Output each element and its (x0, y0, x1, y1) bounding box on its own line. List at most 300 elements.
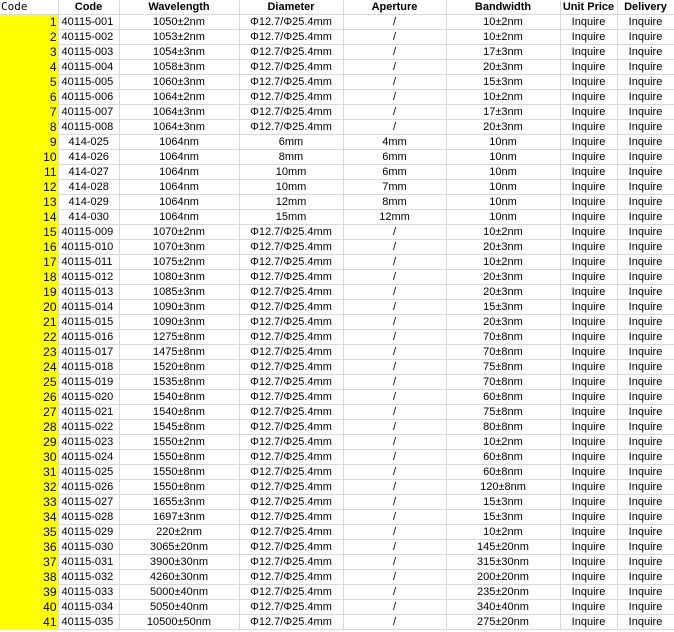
diameter-cell: 10mm (239, 165, 343, 180)
aperture-cell: / (343, 75, 446, 90)
delivery-cell: Inquire (617, 240, 674, 255)
aperture-cell: / (343, 570, 446, 585)
bandwidth-cell: 15±3nm (446, 75, 560, 90)
row-index: 31 (0, 465, 58, 480)
aperture-cell: / (343, 540, 446, 555)
table-row (0, 615, 674, 630)
aperture-cell: / (343, 90, 446, 105)
row-index: 8 (0, 120, 58, 135)
product-code: 40115-006 (58, 90, 119, 105)
aperture-cell: / (343, 600, 446, 615)
diameter-cell: Φ12.7/Φ25.4mm (239, 555, 343, 570)
diameter-cell: Φ12.7/Φ25.4mm (239, 450, 343, 465)
delivery-cell: Inquire (617, 30, 674, 45)
row-index: 23 (0, 345, 58, 360)
product-code: 40115-031 (58, 555, 119, 570)
wavelength-cell: 1545±8nm (119, 420, 239, 435)
unit-price-cell: Inquire (560, 60, 617, 75)
row-index: 11 (0, 165, 58, 180)
row-index: 9 (0, 135, 58, 150)
unit-price-cell: Inquire (560, 180, 617, 195)
product-code: 40115-013 (58, 285, 119, 300)
aperture-cell: / (343, 525, 446, 540)
delivery-cell: Inquire (617, 420, 674, 435)
diameter-cell: Φ12.7/Φ25.4mm (239, 315, 343, 330)
delivery-cell: Inquire (617, 375, 674, 390)
wavelength-cell: 1550±8nm (119, 480, 239, 495)
row-index: 19 (0, 285, 58, 300)
delivery-cell: Inquire (617, 255, 674, 270)
diameter-cell: Φ12.7/Φ25.4mm (239, 270, 343, 285)
bandwidth-cell: 10nm (446, 180, 560, 195)
product-code: 40115-015 (58, 315, 119, 330)
row-index: 14 (0, 210, 58, 225)
wavelength-cell: 1064±2nm (119, 90, 239, 105)
table-row (0, 585, 674, 600)
unit-price-cell: Inquire (560, 30, 617, 45)
unit-price-cell: Inquire (560, 405, 617, 420)
bandwidth-cell: 235±20nm (446, 585, 560, 600)
delivery-cell: Inquire (617, 300, 674, 315)
aperture-cell: / (343, 360, 446, 375)
table-row (0, 495, 674, 510)
table-row (0, 345, 674, 360)
table-row (0, 435, 674, 450)
delivery-cell: Inquire (617, 75, 674, 90)
wavelength-cell: 5050±40nm (119, 600, 239, 615)
unit-price-cell: Inquire (560, 600, 617, 615)
product-code: 40115-007 (58, 105, 119, 120)
header-code: Code (58, 0, 119, 15)
aperture-cell: / (343, 465, 446, 480)
table-row (0, 600, 674, 615)
header-diameter: Diameter (239, 0, 343, 15)
delivery-cell: Inquire (617, 105, 674, 120)
aperture-cell: / (343, 330, 446, 345)
bandwidth-cell: 17±3nm (446, 45, 560, 60)
product-code: 40115-032 (58, 570, 119, 585)
aperture-cell: / (343, 225, 446, 240)
aperture-cell: / (343, 105, 446, 120)
bandwidth-cell: 10nm (446, 150, 560, 165)
diameter-cell: Φ12.7/Φ25.4mm (239, 255, 343, 270)
row-index: 36 (0, 540, 58, 555)
wavelength-cell: 1550±2nm (119, 435, 239, 450)
table-row (0, 285, 674, 300)
aperture-cell: / (343, 585, 446, 600)
aperture-cell: / (343, 480, 446, 495)
wavelength-cell: 1060±3nm (119, 75, 239, 90)
delivery-cell: Inquire (617, 465, 674, 480)
row-index: 32 (0, 480, 58, 495)
delivery-cell: Inquire (617, 195, 674, 210)
wavelength-cell: 4260±30nm (119, 570, 239, 585)
bandwidth-cell: 15±3nm (446, 300, 560, 315)
product-code: 414-029 (58, 195, 119, 210)
table-row (0, 165, 674, 180)
wavelength-cell: 1064±3nm (119, 105, 239, 120)
aperture-cell: / (343, 615, 446, 630)
table-row (0, 480, 674, 495)
table-row (0, 510, 674, 525)
table-row (0, 570, 674, 585)
row-index: 34 (0, 510, 58, 525)
unit-price-cell: Inquire (560, 390, 617, 405)
product-code: 414-028 (58, 180, 119, 195)
diameter-cell: Φ12.7/Φ25.4mm (239, 225, 343, 240)
table-row (0, 255, 674, 270)
delivery-cell: Inquire (617, 90, 674, 105)
diameter-cell: Φ12.7/Φ25.4mm (239, 75, 343, 90)
delivery-cell: Inquire (617, 525, 674, 540)
aperture-cell: 6mm (343, 150, 446, 165)
bandwidth-cell: 340±40nm (446, 600, 560, 615)
wavelength-cell: 3065±20nm (119, 540, 239, 555)
row-index: 41 (0, 615, 58, 630)
table-row (0, 180, 674, 195)
bandwidth-cell: 145±20nm (446, 540, 560, 555)
delivery-cell: Inquire (617, 585, 674, 600)
header-bandwidth: Bandwidth (446, 0, 560, 15)
unit-price-cell: Inquire (560, 90, 617, 105)
aperture-cell: / (343, 30, 446, 45)
row-index: 25 (0, 375, 58, 390)
bandwidth-cell: 15±3nm (446, 495, 560, 510)
product-code: 40115-009 (58, 225, 119, 240)
delivery-cell: Inquire (617, 60, 674, 75)
aperture-cell: / (343, 375, 446, 390)
wavelength-cell: 1064nm (119, 195, 239, 210)
wavelength-cell: 5000±40nm (119, 585, 239, 600)
delivery-cell: Inquire (617, 120, 674, 135)
aperture-cell: / (343, 390, 446, 405)
bandwidth-cell: 60±8nm (446, 465, 560, 480)
delivery-cell: Inquire (617, 165, 674, 180)
diameter-cell: Φ12.7/Φ25.4mm (239, 495, 343, 510)
diameter-cell: 15mm (239, 210, 343, 225)
header-delivery: Delivery (617, 0, 674, 15)
product-code: 40115-011 (58, 255, 119, 270)
product-code: 40115-034 (58, 600, 119, 615)
bandwidth-cell: 10nm (446, 195, 560, 210)
row-index: 29 (0, 435, 58, 450)
wavelength-cell: 3900±30nm (119, 555, 239, 570)
aperture-cell: / (343, 60, 446, 75)
unit-price-cell: Inquire (560, 105, 617, 120)
row-index: 28 (0, 420, 58, 435)
table-row (0, 270, 674, 285)
header-index-code: Code (0, 0, 58, 15)
bandwidth-cell: 60±8nm (446, 390, 560, 405)
bandwidth-cell: 70±8nm (446, 375, 560, 390)
delivery-cell: Inquire (617, 135, 674, 150)
product-code: 40115-008 (58, 120, 119, 135)
product-code: 40115-024 (58, 450, 119, 465)
wavelength-cell: 10500±50nm (119, 615, 239, 630)
diameter-cell: Φ12.7/Φ25.4mm (239, 435, 343, 450)
aperture-cell: / (343, 435, 446, 450)
diameter-cell: Φ12.7/Φ25.4mm (239, 570, 343, 585)
delivery-cell: Inquire (617, 405, 674, 420)
bandwidth-cell: 20±3nm (446, 270, 560, 285)
wavelength-cell: 1053±2nm (119, 30, 239, 45)
bandwidth-cell: 70±8nm (446, 330, 560, 345)
bandwidth-cell: 60±8nm (446, 450, 560, 465)
row-index: 13 (0, 195, 58, 210)
row-index: 7 (0, 105, 58, 120)
unit-price-cell: Inquire (560, 150, 617, 165)
diameter-cell: Φ12.7/Φ25.4mm (239, 330, 343, 345)
unit-price-cell: Inquire (560, 435, 617, 450)
product-code: 40115-033 (58, 585, 119, 600)
delivery-cell: Inquire (617, 435, 674, 450)
table-row (0, 300, 674, 315)
delivery-cell: Inquire (617, 570, 674, 585)
product-code: 40115-028 (58, 510, 119, 525)
bandwidth-cell: 15±3nm (446, 510, 560, 525)
table-row (0, 315, 674, 330)
row-index: 2 (0, 30, 58, 45)
aperture-cell: / (343, 255, 446, 270)
unit-price-cell: Inquire (560, 240, 617, 255)
product-code: 40115-029 (58, 525, 119, 540)
delivery-cell: Inquire (617, 360, 674, 375)
product-code: 40115-021 (58, 405, 119, 420)
delivery-cell: Inquire (617, 540, 674, 555)
wavelength-cell: 1064nm (119, 150, 239, 165)
bandwidth-cell: 120±8nm (446, 480, 560, 495)
product-code: 414-025 (58, 135, 119, 150)
aperture-cell: 6mm (343, 165, 446, 180)
bandwidth-cell: 20±3nm (446, 285, 560, 300)
row-index: 17 (0, 255, 58, 270)
product-code: 40115-022 (58, 420, 119, 435)
unit-price-cell: Inquire (560, 195, 617, 210)
product-code: 40115-005 (58, 75, 119, 90)
row-index: 30 (0, 450, 58, 465)
diameter-cell: Φ12.7/Φ25.4mm (239, 465, 343, 480)
product-code: 40115-002 (58, 30, 119, 45)
product-code: 40115-025 (58, 465, 119, 480)
table-row (0, 60, 674, 75)
delivery-cell: Inquire (617, 330, 674, 345)
unit-price-cell: Inquire (560, 165, 617, 180)
aperture-cell: 12mm (343, 210, 446, 225)
diameter-cell: Φ12.7/Φ25.4mm (239, 240, 343, 255)
table-row (0, 15, 674, 30)
wavelength-cell: 1064±3nm (119, 120, 239, 135)
product-code: 40115-030 (58, 540, 119, 555)
bandwidth-cell: 10nm (446, 210, 560, 225)
diameter-cell: Φ12.7/Φ25.4mm (239, 480, 343, 495)
table-row (0, 465, 674, 480)
wavelength-cell: 1064nm (119, 135, 239, 150)
diameter-cell: Φ12.7/Φ25.4mm (239, 30, 343, 45)
delivery-cell: Inquire (617, 180, 674, 195)
bandwidth-cell: 10nm (446, 135, 560, 150)
unit-price-cell: Inquire (560, 585, 617, 600)
product-code: 40115-017 (58, 345, 119, 360)
table-row (0, 240, 674, 255)
aperture-cell: / (343, 555, 446, 570)
row-index: 39 (0, 585, 58, 600)
product-code: 40115-012 (58, 270, 119, 285)
diameter-cell: Φ12.7/Φ25.4mm (239, 105, 343, 120)
product-code: 414-027 (58, 165, 119, 180)
wavelength-cell: 1697±3nm (119, 510, 239, 525)
table-row (0, 75, 674, 90)
row-index: 5 (0, 75, 58, 90)
unit-price-cell: Inquire (560, 210, 617, 225)
wavelength-cell: 1090±3nm (119, 300, 239, 315)
table-row (0, 225, 674, 240)
row-index: 6 (0, 90, 58, 105)
table-row (0, 390, 674, 405)
wavelength-cell: 220±2nm (119, 525, 239, 540)
product-code: 414-030 (58, 210, 119, 225)
diameter-cell: Φ12.7/Φ25.4mm (239, 600, 343, 615)
header-aperture: Aperture (343, 0, 446, 15)
delivery-cell: Inquire (617, 615, 674, 630)
delivery-cell: Inquire (617, 480, 674, 495)
diameter-cell: Φ12.7/Φ25.4mm (239, 525, 343, 540)
bandwidth-cell: 75±8nm (446, 405, 560, 420)
unit-price-cell: Inquire (560, 360, 617, 375)
unit-price-cell: Inquire (560, 420, 617, 435)
diameter-cell: Φ12.7/Φ25.4mm (239, 15, 343, 30)
diameter-cell: Φ12.7/Φ25.4mm (239, 345, 343, 360)
row-index: 4 (0, 60, 58, 75)
product-code: 40115-020 (58, 390, 119, 405)
table-row (0, 195, 674, 210)
wavelength-cell: 1070±3nm (119, 240, 239, 255)
delivery-cell: Inquire (617, 555, 674, 570)
diameter-cell: Φ12.7/Φ25.4mm (239, 285, 343, 300)
row-index: 3 (0, 45, 58, 60)
row-index: 22 (0, 330, 58, 345)
wavelength-cell: 1540±8nm (119, 405, 239, 420)
unit-price-cell: Inquire (560, 75, 617, 90)
unit-price-cell: Inquire (560, 375, 617, 390)
row-index: 16 (0, 240, 58, 255)
table-row (0, 30, 674, 45)
row-index: 1 (0, 15, 58, 30)
unit-price-cell: Inquire (560, 345, 617, 360)
aperture-cell: 7mm (343, 180, 446, 195)
unit-price-cell: Inquire (560, 15, 617, 30)
unit-price-cell: Inquire (560, 450, 617, 465)
wavelength-cell: 1550±8nm (119, 450, 239, 465)
product-code: 40115-016 (58, 330, 119, 345)
diameter-cell: Φ12.7/Φ25.4mm (239, 300, 343, 315)
wavelength-cell: 1054±3nm (119, 45, 239, 60)
table-row (0, 210, 674, 225)
diameter-cell: Φ12.7/Φ25.4mm (239, 90, 343, 105)
delivery-cell: Inquire (617, 450, 674, 465)
table-row (0, 90, 674, 105)
aperture-cell: / (343, 240, 446, 255)
bandwidth-cell: 20±3nm (446, 315, 560, 330)
unit-price-cell: Inquire (560, 525, 617, 540)
diameter-cell: Φ12.7/Φ25.4mm (239, 540, 343, 555)
table-row (0, 420, 674, 435)
unit-price-cell: Inquire (560, 270, 617, 285)
aperture-cell: / (343, 15, 446, 30)
table-row (0, 555, 674, 570)
table-body (0, 15, 674, 630)
aperture-cell: / (343, 450, 446, 465)
unit-price-cell: Inquire (560, 540, 617, 555)
wavelength-cell: 1064nm (119, 165, 239, 180)
unit-price-cell: Inquire (560, 510, 617, 525)
row-index: 27 (0, 405, 58, 420)
bandwidth-cell: 275±20nm (446, 615, 560, 630)
wavelength-cell: 1064nm (119, 180, 239, 195)
header-unit-price: Unit Price (560, 0, 617, 15)
product-code: 40115-026 (58, 480, 119, 495)
bandwidth-cell: 10±2nm (446, 435, 560, 450)
wavelength-cell: 1475±8nm (119, 345, 239, 360)
unit-price-cell: Inquire (560, 285, 617, 300)
bandwidth-cell: 80±8nm (446, 420, 560, 435)
aperture-cell: / (343, 285, 446, 300)
row-index: 40 (0, 600, 58, 615)
diameter-cell: Φ12.7/Φ25.4mm (239, 45, 343, 60)
diameter-cell: Φ12.7/Φ25.4mm (239, 585, 343, 600)
wavelength-cell: 1058±3nm (119, 60, 239, 75)
table-row (0, 525, 674, 540)
bandwidth-cell: 10±2nm (446, 255, 560, 270)
wavelength-cell: 1064nm (119, 210, 239, 225)
unit-price-cell: Inquire (560, 465, 617, 480)
wavelength-cell: 1070±2nm (119, 225, 239, 240)
bandwidth-cell: 20±3nm (446, 120, 560, 135)
bandwidth-cell: 10±2nm (446, 525, 560, 540)
row-index: 21 (0, 315, 58, 330)
unit-price-cell: Inquire (560, 225, 617, 240)
table-row (0, 150, 674, 165)
product-code: 40115-027 (58, 495, 119, 510)
bandwidth-cell: 10nm (446, 165, 560, 180)
unit-price-cell: Inquire (560, 330, 617, 345)
delivery-cell: Inquire (617, 225, 674, 240)
wavelength-cell: 1080±3nm (119, 270, 239, 285)
aperture-cell: / (343, 345, 446, 360)
row-index: 24 (0, 360, 58, 375)
aperture-cell: / (343, 510, 446, 525)
diameter-cell: Φ12.7/Φ25.4mm (239, 405, 343, 420)
delivery-cell: Inquire (617, 345, 674, 360)
aperture-cell: / (343, 420, 446, 435)
row-index: 20 (0, 300, 58, 315)
delivery-cell: Inquire (617, 600, 674, 615)
unit-price-cell: Inquire (560, 255, 617, 270)
aperture-cell: / (343, 300, 446, 315)
unit-price-cell: Inquire (560, 555, 617, 570)
table-row (0, 360, 674, 375)
diameter-cell: Φ12.7/Φ25.4mm (239, 615, 343, 630)
bandwidth-cell: 20±3nm (446, 60, 560, 75)
bandwidth-cell: 20±3nm (446, 240, 560, 255)
delivery-cell: Inquire (617, 285, 674, 300)
row-index: 33 (0, 495, 58, 510)
wavelength-cell: 1050±2nm (119, 15, 239, 30)
diameter-cell: Φ12.7/Φ25.4mm (239, 420, 343, 435)
unit-price-cell: Inquire (560, 120, 617, 135)
header-row (0, 0, 674, 15)
wavelength-cell: 1655±3nm (119, 495, 239, 510)
bandwidth-cell: 70±8nm (446, 345, 560, 360)
